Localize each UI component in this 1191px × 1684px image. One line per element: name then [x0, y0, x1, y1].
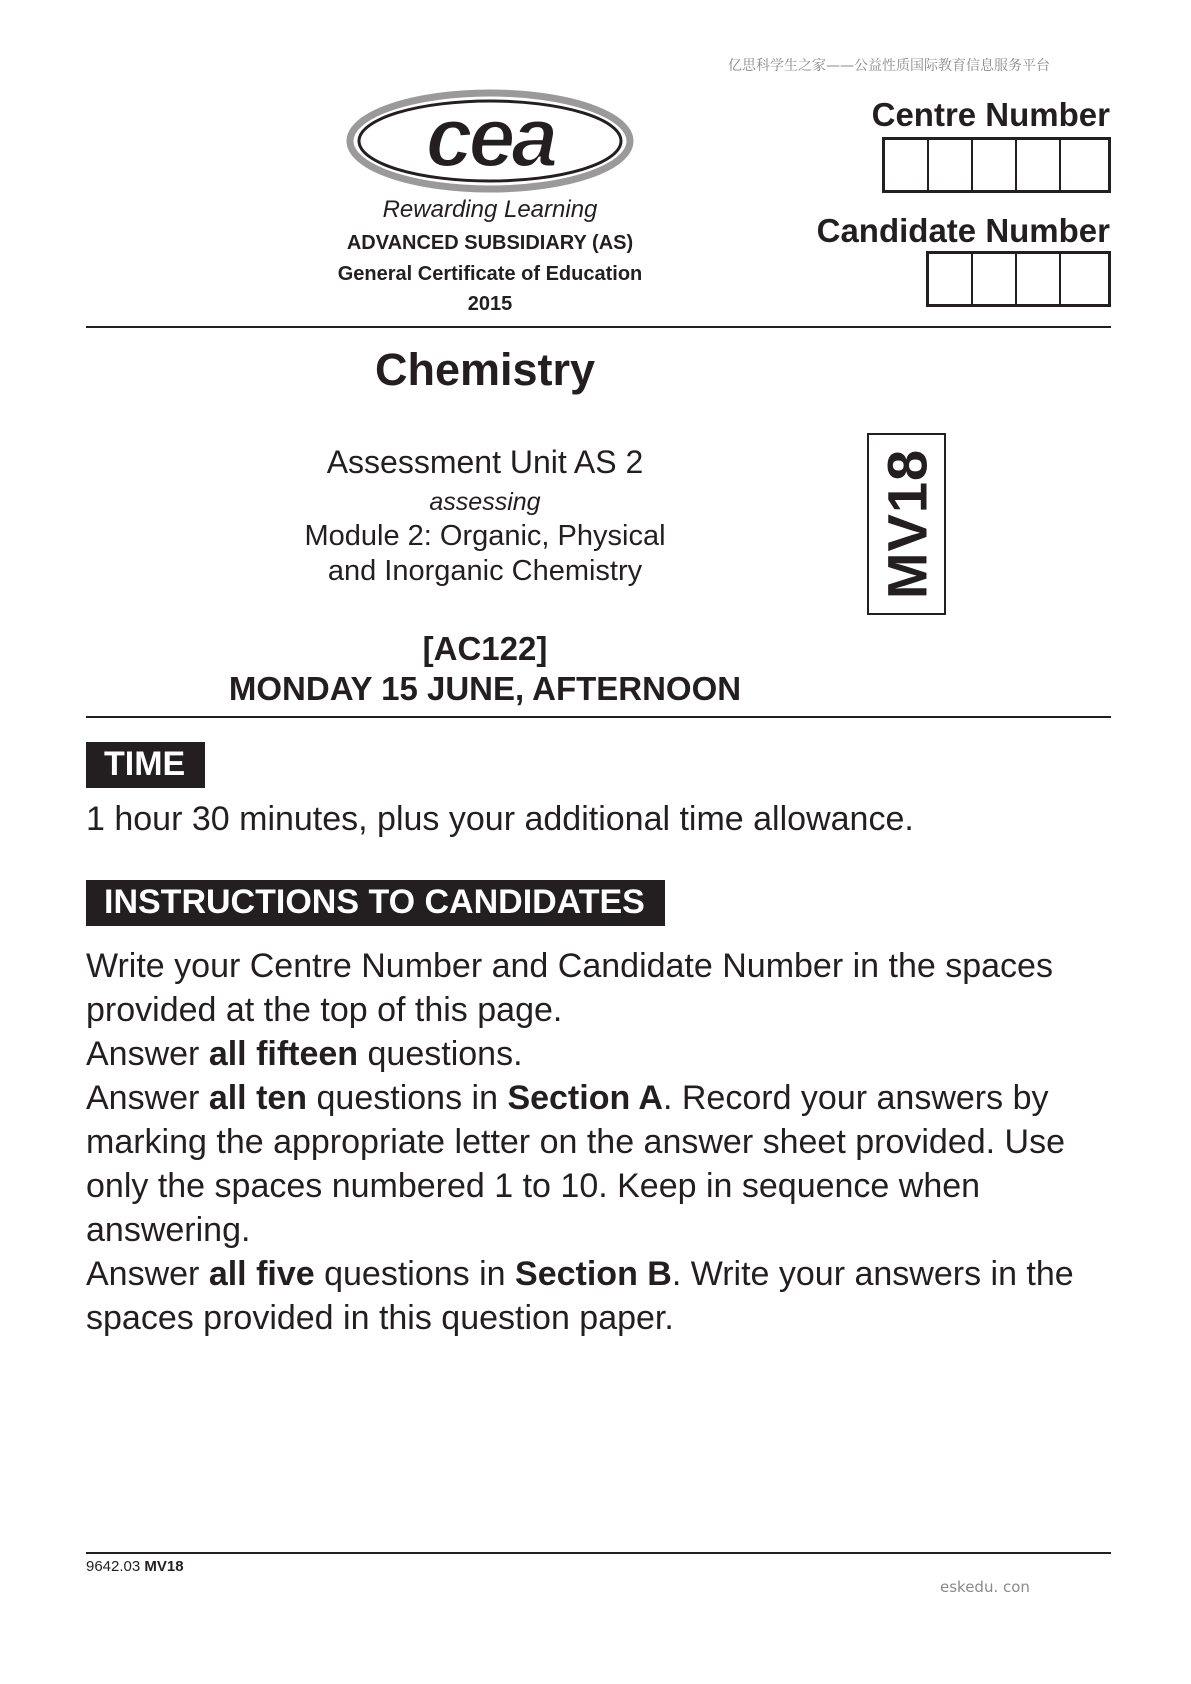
exam-date: MONDAY 15 JUNE, AFTERNOON: [228, 670, 742, 707]
candidate-number-digit[interactable]: [1061, 254, 1105, 304]
candidate-number-digit[interactable]: [929, 254, 973, 304]
exam-year: 2015: [467, 293, 513, 315]
instruction-3: Answer all ten questions in Section A. Record your answers by marking the appropriate letter on the answer sheet provided. Use only the spaces numbered 1 to 10. Keep in sequence when answering.: [86, 1079, 1065, 1249]
centre-number-label: Centre Number: [871, 96, 1110, 133]
title-divider: [86, 716, 1111, 718]
footer-code: 9642.03 MV18: [86, 1558, 184, 1575]
paper-side-code-box: [867, 433, 946, 615]
module-line-2: and Inorganic Chemistry: [327, 555, 643, 587]
candidate-number-boxes[interactable]: [926, 251, 1111, 307]
qualification-level: ADVANCED SUBSIDIARY (AS): [346, 232, 634, 254]
instruction-2: Answer all fifteen questions.: [86, 1035, 523, 1073]
centre-number-digit[interactable]: [1017, 140, 1061, 190]
cea-logo: [345, 86, 635, 196]
centre-number-digit[interactable]: [973, 140, 1017, 190]
footer-divider: [86, 1552, 1111, 1554]
tagline: Rewarding Learning: [382, 196, 598, 223]
instruction-1: Write your Centre Number and Candidate Number in the spaces provided at the top of this page.: [86, 947, 1053, 1029]
watermark-top: 亿思科学生之家——公益性质国际教育信息服务平台: [728, 58, 1050, 74]
time-heading: TIME: [86, 742, 205, 788]
header-divider: [86, 326, 1111, 328]
candidate-number-label: Candidate Number: [816, 212, 1110, 249]
qualification-name: General Certificate of Education: [337, 263, 643, 285]
centre-number-digit[interactable]: [1061, 140, 1105, 190]
instructions-heading: INSTRUCTIONS TO CANDIDATES: [86, 880, 665, 926]
instruction-4: Answer all five questions in Section B. Write your answers in the spaces provided in this question paper.: [86, 1255, 1074, 1337]
candidate-number-digit[interactable]: [973, 254, 1017, 304]
centre-number-digit[interactable]: [885, 140, 929, 190]
assessing-label: assessing: [429, 488, 541, 516]
module-line-1: Module 2: Organic, Physical: [304, 520, 666, 552]
paper-side-code: MV18: [875, 448, 938, 600]
time-text: 1 hour 30 minutes, plus your additional time allowance.: [86, 800, 914, 838]
logo-text: cea: [425, 90, 555, 184]
watermark-bottom: eskedu. con: [940, 1578, 1030, 1596]
centre-number-boxes[interactable]: [882, 137, 1111, 193]
candidate-number-digit[interactable]: [1017, 254, 1061, 304]
subject-title: Chemistry: [374, 344, 596, 395]
centre-number-digit[interactable]: [929, 140, 973, 190]
paper-code: [AC122]: [422, 630, 548, 667]
assessment-unit: Assessment Unit AS 2: [326, 444, 644, 480]
instructions-body: [86, 944, 1116, 1340]
